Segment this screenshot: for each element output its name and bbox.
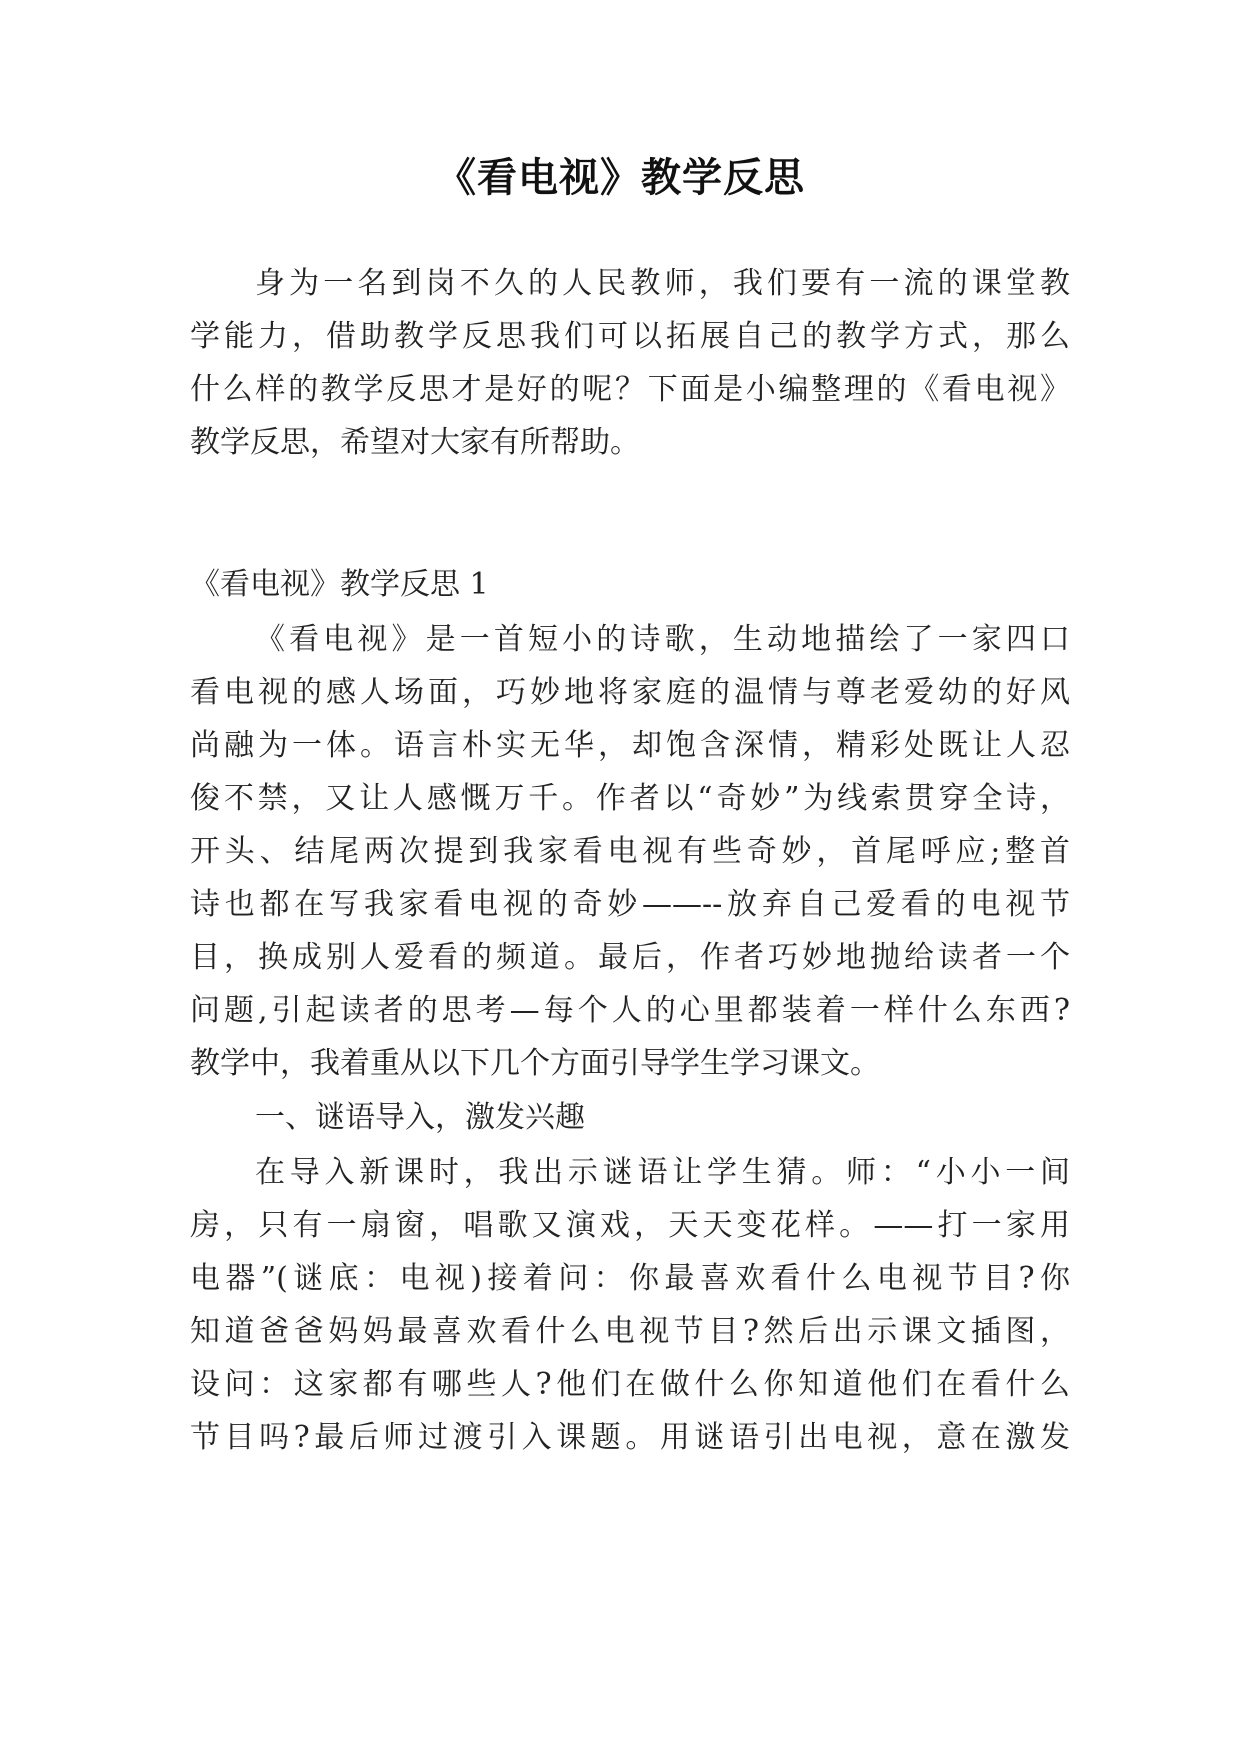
body-paragraph-line: 诗也都在写我家看电视的奇妙——--放弃自己爱看的电视节 <box>190 887 1070 922</box>
body-paragraph-line: 知道爸爸妈妈最喜欢看什么电视节目?然后出示课文插图， <box>190 1314 1070 1349</box>
body-paragraph-line: 《看电视》是一首短小的诗歌，生动地描绘了一家四口 <box>255 622 1070 657</box>
intro-paragraph-line: 身为一名到岗不久的人民教师，我们要有一流的课堂教 <box>255 266 1070 301</box>
body-paragraph-line: 在导入新课时，我出示谜语让学生猜。师：“小小一间 <box>255 1155 1070 1190</box>
subsection-heading: 一、谜语导入，激发兴趣 <box>255 1100 585 1135</box>
body-paragraph-line: 俊不禁，又让人感慨万千。作者以“奇妙”为线索贯穿全诗， <box>190 781 1070 816</box>
body-paragraph-line: 房，只有一扇窗，唱歌又演戏，天天变花样。——打一家用 <box>190 1208 1070 1243</box>
body-paragraph-line: 设问：这家都有哪些人?他们在做什么你知道他们在看什么 <box>190 1367 1070 1402</box>
intro-paragraph-line: 学能力，借助教学反思我们可以拓展自己的教学方式，那么 <box>190 319 1070 354</box>
body-paragraph-line: 问题,引起读者的思考—每个人的心里都装着一样什么东西? <box>190 993 1070 1028</box>
body-paragraph-line: 尚融为一体。语言朴实无华，却饱含深情，精彩处既让人忍 <box>190 728 1070 763</box>
document-title: 《看电视》教学反思 <box>436 155 805 201</box>
section-heading: 《看电视》教学反思 1 <box>190 567 489 602</box>
body-paragraph-line: 节目吗?最后师过渡引入课题。用谜语引出电视，意在激发 <box>190 1420 1070 1455</box>
body-paragraph-line: 看电视的感人场面，巧妙地将家庭的温情与尊老爱幼的好风 <box>190 675 1070 710</box>
body-paragraph-line: 目，换成别人爱看的频道。最后，作者巧妙地抛给读者一个 <box>190 940 1070 975</box>
body-paragraph-line: 开头、结尾两次提到我家看电视有些奇妙，首尾呼应;整首 <box>190 834 1070 869</box>
intro-paragraph-line: 什么样的教学反思才是好的呢？下面是小编整理的《看电视》 <box>190 372 1070 407</box>
body-paragraph-line: 教学中，我着重从以下几个方面引导学生学习课文。 <box>190 1046 880 1081</box>
body-paragraph-line: 电器”(谜底：电视)接着问：你最喜欢看什么电视节目?你 <box>190 1261 1070 1296</box>
intro-paragraph-line: 教学反思，希望对大家有所帮助。 <box>190 425 640 460</box>
